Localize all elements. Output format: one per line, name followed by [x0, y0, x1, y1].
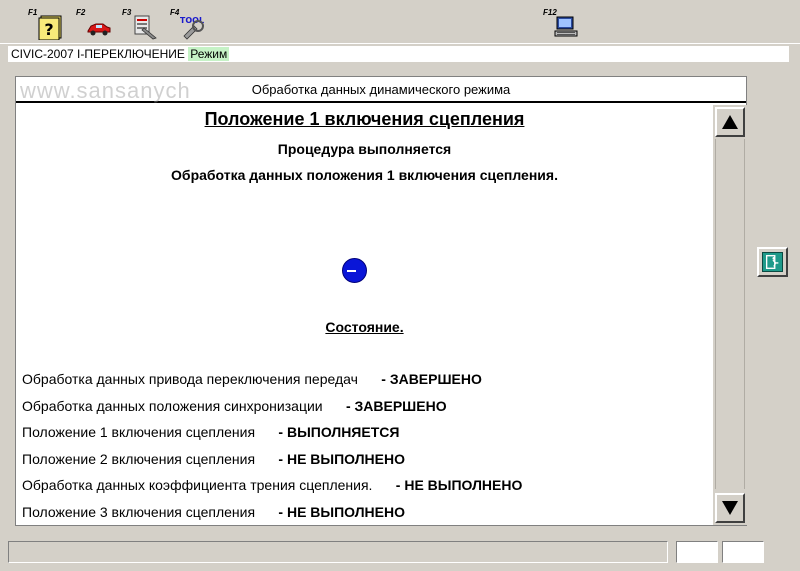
f12-key-label: F12 [543, 8, 557, 17]
procedure-title: Положение 1 включения сцепления [204, 109, 525, 129]
progress-spinner-icon [342, 258, 367, 283]
status-row [22, 451, 712, 478]
status-bar-message [8, 541, 668, 563]
status-value: - НЕ ВЫПОЛНЕНО [278, 503, 405, 520]
scroll-track[interactable] [715, 139, 745, 489]
status-row [22, 504, 712, 531]
scroll-up-button[interactable] [715, 107, 745, 137]
status-row [22, 398, 712, 425]
main-panel [15, 76, 747, 526]
toolbar [0, 0, 800, 44]
status-value: - НЕ ВЫПОЛНЕНО [278, 450, 405, 467]
scroll-down-button[interactable] [715, 493, 745, 523]
vehicle-mode-bar [8, 46, 789, 62]
status-item-label: Обработка данных положения синхронизации [22, 397, 323, 414]
f1-help-button[interactable] [26, 6, 70, 42]
status-bar-cell-2 [722, 541, 764, 563]
f12-computer-button[interactable] [541, 6, 585, 42]
vertical-scrollbar[interactable] [713, 105, 747, 525]
status-item-label: Положение 3 включения сцепления [22, 503, 256, 520]
status-item-label: Обработка данных коэффициента трения сцепления. [22, 477, 373, 493]
panel-content [16, 105, 713, 525]
f3-key-label: F3 [122, 8, 132, 17]
status-value: - ЗАВЕРШЕНО [381, 371, 482, 387]
vehicle-label: CIVIC-2007 I-ПЕРЕКЛЮЧЕНИЕ [11, 47, 185, 61]
status-value: - ЗАВЕРШЕНО [345, 397, 447, 414]
arrow-down-icon [722, 501, 738, 515]
f3-data-button[interactable] [120, 6, 164, 42]
status-item-label: Обработка данных привода переключения передач [22, 371, 358, 387]
status-row [22, 477, 712, 504]
status-row [22, 424, 712, 451]
tool-icon [180, 14, 206, 40]
status-value: - НЕ ВЫПОЛНЕНО [395, 477, 523, 493]
f1-key-label: F1 [28, 8, 38, 17]
status-value: - ВЫПОЛНЯЕТСЯ [278, 424, 400, 440]
mode-label: Режим [190, 47, 228, 61]
f4-key-label: F4 [170, 8, 180, 17]
status-bar-cell-1 [676, 541, 718, 563]
f2-vehicle-button[interactable] [74, 6, 118, 42]
procedure-description: Обработка данных положения 1 включения сцепления. [171, 167, 558, 183]
data-tool-icon [132, 14, 158, 40]
f4-tool-button[interactable] [168, 6, 212, 42]
panel-header: Обработка данных динамического режима [16, 77, 746, 103]
status-item-label: Положение 2 включения сцепления [22, 450, 256, 467]
watermark: www.sansanych [20, 78, 191, 103]
arrow-up-icon [722, 115, 738, 129]
status-row [22, 371, 712, 398]
svg-text:TOOL: TOOL [180, 16, 205, 25]
status-bar [0, 536, 800, 571]
f2-key-label: F2 [76, 8, 86, 17]
exit-door-icon [762, 252, 783, 272]
status-list [22, 371, 712, 530]
svg-text:?: ? [44, 20, 54, 39]
car-icon [86, 14, 112, 40]
help-icon [38, 14, 64, 40]
procedure-status: Процедура выполняется [277, 141, 452, 157]
status-item-label: Положение 1 включения сцепления [22, 424, 256, 440]
computer-icon [553, 14, 579, 40]
exit-button[interactable] [757, 247, 788, 277]
state-label: Состояние. [325, 319, 404, 335]
